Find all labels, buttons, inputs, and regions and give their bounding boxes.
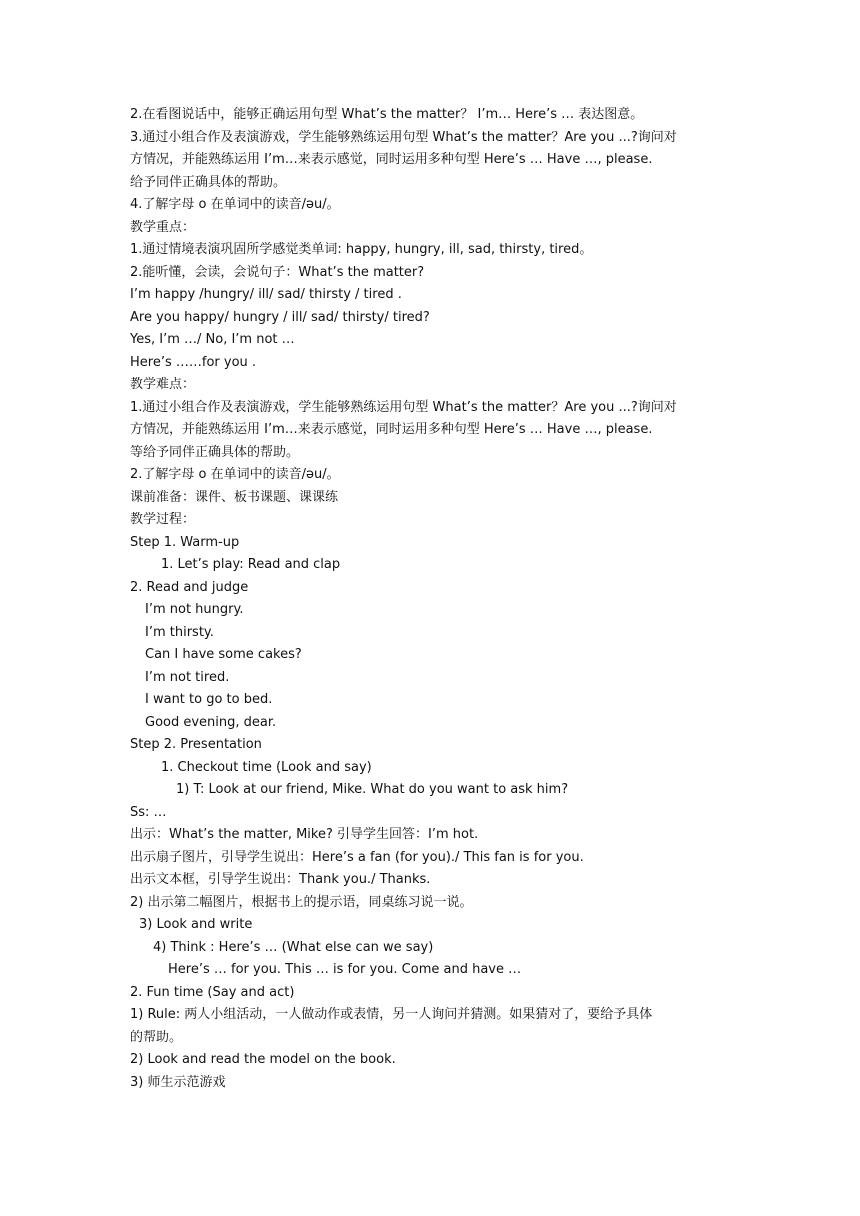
text-line: 4) Think : Here’s … (What else can we say) — [153, 939, 434, 955]
text-line: 给予同伴正确具体的帮助。 — [130, 174, 287, 190]
text-line: 2) Look and read the model on the book. — [130, 1052, 396, 1067]
text-line: 1. Checkout time (Look and say) — [161, 759, 372, 775]
section-heading: 教学重点： — [130, 219, 196, 235]
text-line: 3) 师生示范游戏 — [130, 1074, 226, 1090]
text-line: 2.了解字母 o 在单词中的读音/əu/。 — [130, 467, 340, 482]
text-line: 出示：What’s the matter, Mike? 引导学生回答：I’m hot. — [130, 827, 479, 842]
text-line: I’m thirsty. — [145, 624, 214, 640]
text-line: 2) 出示第二幅图片，根据书上的提示语，同桌练习说一说。 — [130, 894, 473, 910]
text-line: Can I have some cakes? — [145, 647, 302, 662]
step-heading: Step 1. Warm-up — [130, 534, 240, 550]
step-heading: Step 2. Presentation — [130, 737, 262, 752]
text-line: Good evening, dear. — [145, 714, 277, 730]
text-line: 4.了解字母 o 在单词中的读音/əu/。 — [130, 197, 340, 212]
text-line: Ss: … — [130, 804, 167, 820]
section-heading: 教学难点： — [130, 377, 196, 392]
text-line: 1. Let’s play: Read and clap — [161, 557, 341, 572]
text-line: 1.通过情境表演巩固所学感觉类单词: happy, hungry, ill, sad, thirsty, tired。 — [130, 242, 593, 257]
text-line: 2.在看图说话中，能够正确运用句型 What’s the matter？ I’m… Here’s … 表达图意。 — [130, 107, 644, 122]
text-line: 方情况，并能熟练运用 I’m…来表示感觉，同时运用多种句型 Here’s … Have …, please. — [130, 152, 653, 167]
text-line: 1) T: Look at our friend, Mike. What do you want to ask him? — [176, 782, 569, 797]
text-line: I’m not hungry. — [145, 602, 244, 617]
text-line: 1.通过小组合作及表演游戏，学生能够熟练运用句型 What’s the matter？Are you ...?询问对 — [130, 399, 677, 415]
text-line: 2. Read and judge — [130, 579, 249, 595]
text-line: I want to go to bed. — [145, 692, 273, 707]
text-line: I’m not tired. — [145, 669, 230, 685]
text-line: 3) Look and write — [139, 917, 253, 932]
text-line: 出示文本框，引导学生说出：Thank you./ Thanks. — [130, 872, 431, 887]
text-line: 方情况，并能熟练运用 I’m…来表示感觉，同时运用多种句型 Here’s … Have …, please. — [130, 422, 653, 437]
text-line: 2. Fun time (Say and act) — [130, 984, 295, 1000]
text-line: 3.通过小组合作及表演游戏，学生能够熟练运用句型 What’s the matter？Are you ...?询问对 — [130, 129, 677, 145]
text-line: 出示扇子图片，引导学生说出：Here’s a fan (for you)./ This fan is for you. — [130, 849, 584, 865]
text-line: 2.能听懂，会读，会说句子：What’s the matter? — [130, 264, 425, 280]
text-line: Here’s … for you. This … is for you. Come and have … — [168, 962, 522, 977]
text-line: I’m happy /hungry/ ill/ sad/ thirsty / tired . — [130, 287, 402, 302]
text-line: 的帮助。 — [130, 1029, 183, 1045]
text-line: 等给予同伴正确具体的帮助。 — [130, 444, 300, 460]
text-line: Are you happy/ hungry / ill/ sad/ thirsty/ tired? — [130, 309, 430, 325]
text-line: 课前准备：课件、板书课题、课课练 — [130, 489, 339, 505]
text-line: Yes, I’m …/ No, I’m not … — [130, 332, 295, 347]
text-line: 1) Rule: 两人小组活动，一人做动作或表情，另一人询问并猜测。如果猜对了，要给予具体 — [130, 1007, 653, 1022]
text-line: Here’s ……for you . — [130, 354, 257, 370]
document-page — [130, 104, 730, 1094]
section-heading: 教学过程： — [130, 512, 196, 527]
